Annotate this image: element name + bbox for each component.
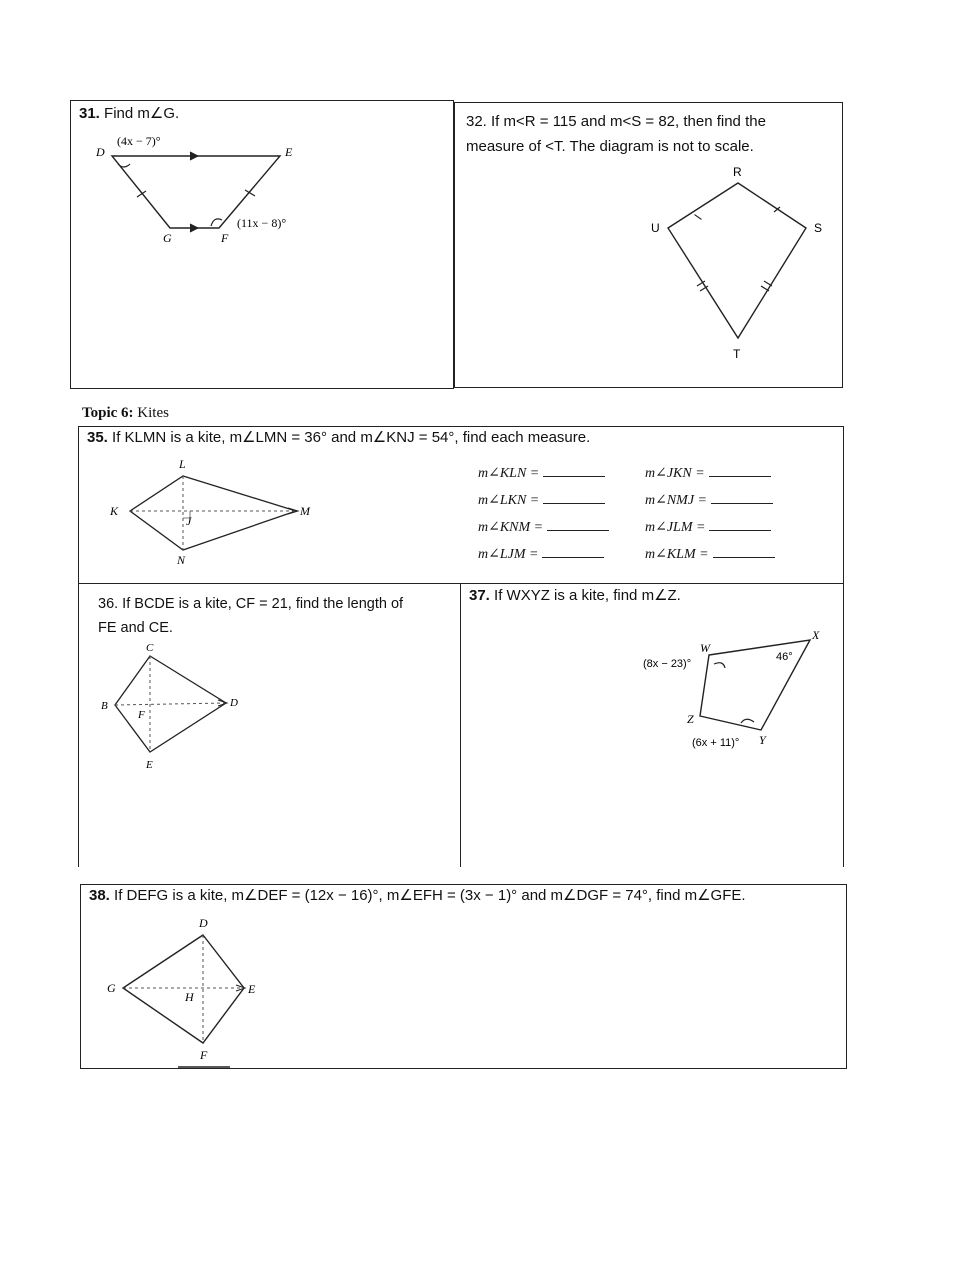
topic-title: Kites (137, 405, 169, 421)
q35-answer-lkn-label: m∠LKN = (478, 493, 540, 508)
q38-vertex-h: H (185, 990, 194, 1004)
q35-answer-knm-label: m∠KNM = (478, 520, 544, 535)
topic-label: Topic 6: (82, 405, 134, 421)
q32-vertex-r: R (733, 165, 742, 179)
q31-number: 31. (79, 105, 100, 122)
q37-angle-x-label: 46° (776, 651, 793, 663)
q38-vertex-e: E (248, 982, 256, 996)
q38-vertex-d: D (199, 916, 208, 930)
q36-vertex-d: D (230, 697, 238, 709)
q31-vertex-d: D (96, 145, 105, 159)
q38-vertex-f: F (200, 1048, 208, 1062)
q37-number: 37. (469, 587, 490, 604)
q36-vertex-e: E (146, 759, 153, 771)
q37-angle-w-label: (8x − 23)° (643, 658, 692, 670)
q36-text-line2: FE and CE. (98, 620, 173, 636)
q31-vertex-f: F (221, 231, 229, 245)
q31-vertex-e: E (285, 145, 293, 159)
q35-answer-nmj-label: m∠NMJ = (645, 493, 708, 508)
q38-number: 38. (89, 887, 110, 904)
q32-text-line1: 32. If m<R = 115 and m<S = 82, then find the (466, 113, 766, 130)
q35-text: If KLMN is a kite, m∠LMN = 36° and m∠KNJ = 54°, find each measure. (112, 429, 591, 446)
q37-text: If WXYZ is a kite, find m∠Z. (494, 587, 681, 604)
q38-text: If DEFG is a kite, m∠DEF = (12x − 16)°, m∠EFH = (3x − 1)° and m∠DGF = 74°, find m∠GFE. (114, 887, 746, 904)
q36-text-line1: 36. If BCDE is a kite, CF = 21, find the length of (98, 596, 404, 612)
q38-kite (123, 935, 244, 1043)
q37-vertex-z: Z (687, 712, 694, 726)
q35-answer-klm-label: m∠KLM = (645, 547, 709, 562)
q35-vertex-k: K (110, 504, 119, 518)
q32-text-line2: measure of <T. The diagram is not to scale. (466, 138, 754, 155)
q35-answer-jkn-label: m∠JKN = (645, 466, 705, 481)
q36-vertex-b: B (101, 700, 108, 712)
q35-answer-ljm-label: m∠LJM = (478, 547, 539, 562)
q31-text: Find m∠G. (104, 105, 180, 122)
q37-vertex-w: W (700, 641, 710, 655)
q32-vertex-t: T (733, 347, 741, 361)
q36-vertex-c: C (146, 642, 154, 654)
q35-answer-kln-label: m∠KLN = (478, 466, 540, 481)
q35-vertex-n: N (177, 553, 186, 567)
q31-angle-f-label: (11x − 8)° (237, 216, 287, 230)
q37-angle-y-label: (6x + 11)° (692, 737, 740, 749)
q35-vertex-m: M (300, 504, 310, 518)
q35-number: 35. (87, 429, 108, 446)
q36-vertex-f: F (138, 709, 145, 721)
q35-vertex-j: J (186, 514, 192, 528)
q31-vertex-g: G (163, 231, 172, 245)
q35-answer-jlm-label: m∠JLM = (645, 520, 706, 535)
q37-vertex-y: Y (759, 733, 766, 747)
q35-vertex-l: L (179, 457, 186, 471)
q32-vertex-s: S (814, 221, 823, 235)
q31-angle-d-label: (4x − 7)° (117, 134, 161, 148)
q37-vertex-x: X (812, 628, 820, 642)
q38-vertex-g: G (107, 981, 116, 995)
q32-vertex-u: U (651, 221, 660, 235)
